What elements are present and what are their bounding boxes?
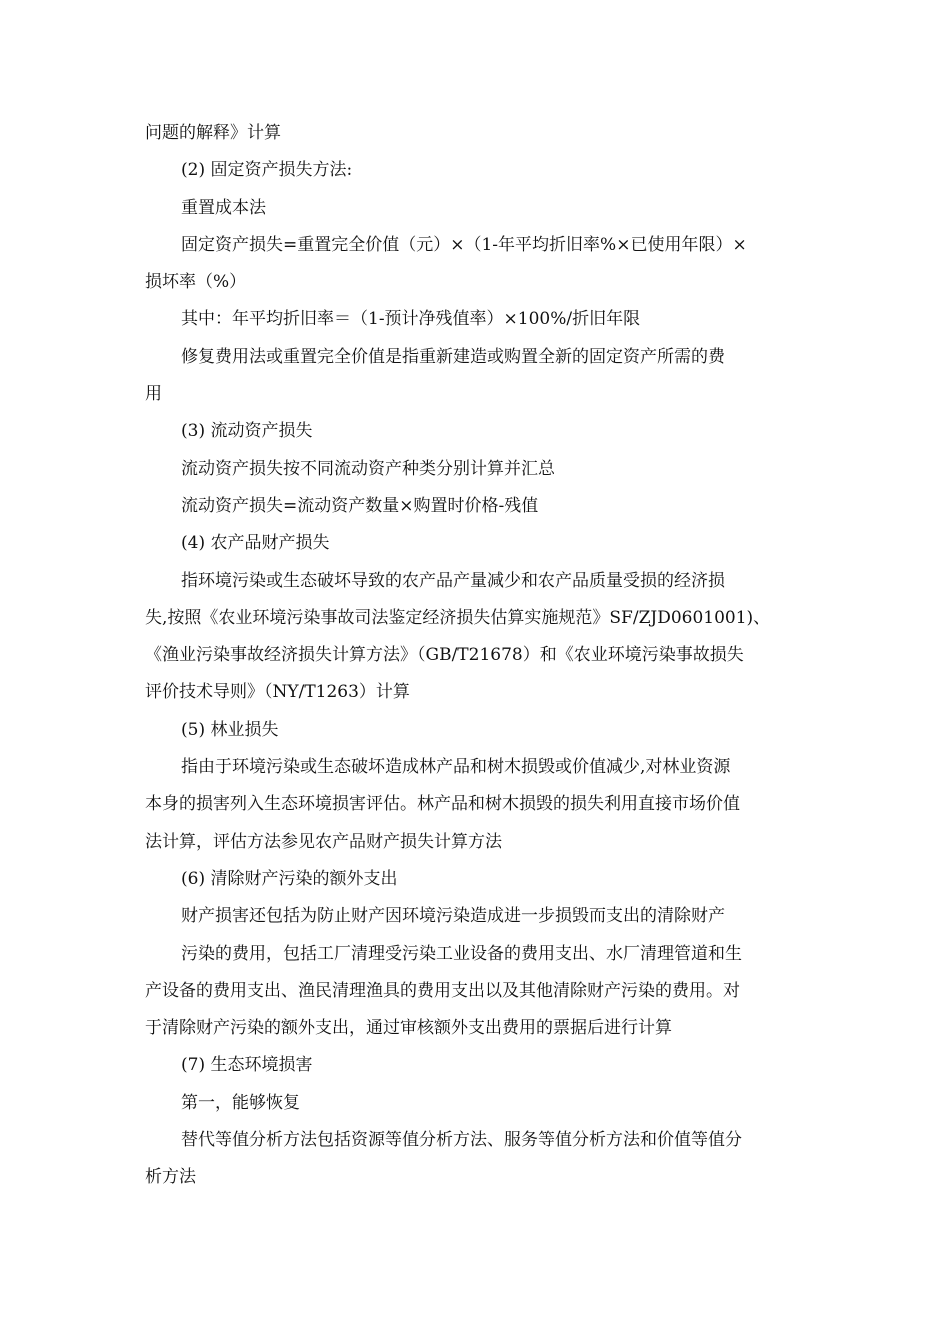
paragraph-15 xyxy=(145,898,813,935)
paragraph-14 xyxy=(145,861,813,898)
text-line: 用 xyxy=(145,384,162,405)
section-heading: (2) 固定资产损失方法: xyxy=(181,160,353,181)
paragraph-7 xyxy=(145,413,813,450)
text-line: 问题的解释》计算 xyxy=(145,123,281,143)
paragraph-18 xyxy=(145,1085,813,1122)
text-line: 替代等值分析方法包括资源等值分析方法、服务等值分析方法和价值等值分 xyxy=(181,1130,742,1151)
paragraph-10 xyxy=(145,525,813,562)
paragraph-17 xyxy=(145,1047,813,1084)
formula-line: 固定资产损失=重置完全价值（元）×（1-年平均折旧率%×已使用年限）× xyxy=(181,234,747,255)
paragraph-11 xyxy=(145,563,813,712)
text-line: 于清除财产污染的额外支出，通过审核额外支出费用的票据后进行计算 xyxy=(145,1018,672,1039)
text-line: 财产损害还包括为防止财产因环境污染造成进一步损毁而支出的清除财产 xyxy=(181,906,725,927)
text-line: 《渔业污染事故经济损失计算方法》（GB/T21678）和《农业环境污染事故损失 xyxy=(145,645,744,666)
text-line: 失,按照《农业环境污染事故司法鉴定经济损失估算实施规范》SF/ZJD0601001)、 xyxy=(145,607,771,628)
formula-line: 其中：年平均折旧率＝（1-预计净残值率）×100%/折旧年限 xyxy=(181,309,641,330)
paragraph-6 xyxy=(145,339,813,414)
text-line: 重置成本法 xyxy=(181,197,266,218)
text-line: 产设备的费用支出、渔民清理渔具的费用支出以及其他清除财产污染的费用。对 xyxy=(145,980,740,1001)
paragraph-5 xyxy=(145,301,813,338)
text-line: 本身的损害列入生态环境损害评估。林产品和树木损毁的损失利用直接市场价值 xyxy=(145,794,740,815)
paragraph-3 xyxy=(145,190,813,227)
paragraph-2 xyxy=(145,152,813,189)
text-line: 指环境污染或生态破坏导致的农产品产量减少和农产品质量受损的经济损 xyxy=(181,570,725,591)
text-line: 法计算，评估方法参见农产品财产损失计算方法 xyxy=(145,831,502,852)
paragraph-1 xyxy=(145,115,813,152)
text-line: 流动资产损失按不同流动资产种类分别计算并汇总 xyxy=(181,458,555,479)
paragraph-12 xyxy=(145,712,813,749)
text-line: 第一，能够恢复 xyxy=(181,1092,300,1113)
paragraph-4 xyxy=(145,227,813,302)
section-heading: (6) 清除财产污染的额外支出 xyxy=(181,868,398,889)
formula-line: 流动资产损失=流动资产数量×购置时价格-残值 xyxy=(181,495,539,516)
section-heading: (5) 林业损失 xyxy=(181,719,279,740)
paragraph-19 xyxy=(145,1122,813,1197)
section-heading: (3) 流动资产损失 xyxy=(181,421,313,442)
text-line: 析方法 xyxy=(145,1167,196,1188)
document-body xyxy=(145,115,813,1197)
section-heading: (7) 生态环境损害 xyxy=(181,1055,313,1076)
formula-line: 损坏率（%） xyxy=(145,272,247,293)
paragraph-9 xyxy=(145,488,813,525)
text-line: 评价技术导则》（NY/T1263）计算 xyxy=(145,682,410,703)
paragraph-8 xyxy=(145,451,813,488)
text-line: 修复费用法或重置完全价值是指重新建造或购置全新的固定资产所需的费 xyxy=(181,346,725,367)
text-line: 污染的费用，包括工厂清理受污染工业设备的费用支出、水厂清理管道和生 xyxy=(181,943,742,964)
text-line: 指由于环境污染或生态破坏造成林产品和树木损毁或价值减少,对林业资源 xyxy=(181,757,731,778)
paragraph-13 xyxy=(145,749,813,861)
paragraph-16 xyxy=(145,936,813,1048)
section-heading: (4) 农产品财产损失 xyxy=(181,533,330,554)
